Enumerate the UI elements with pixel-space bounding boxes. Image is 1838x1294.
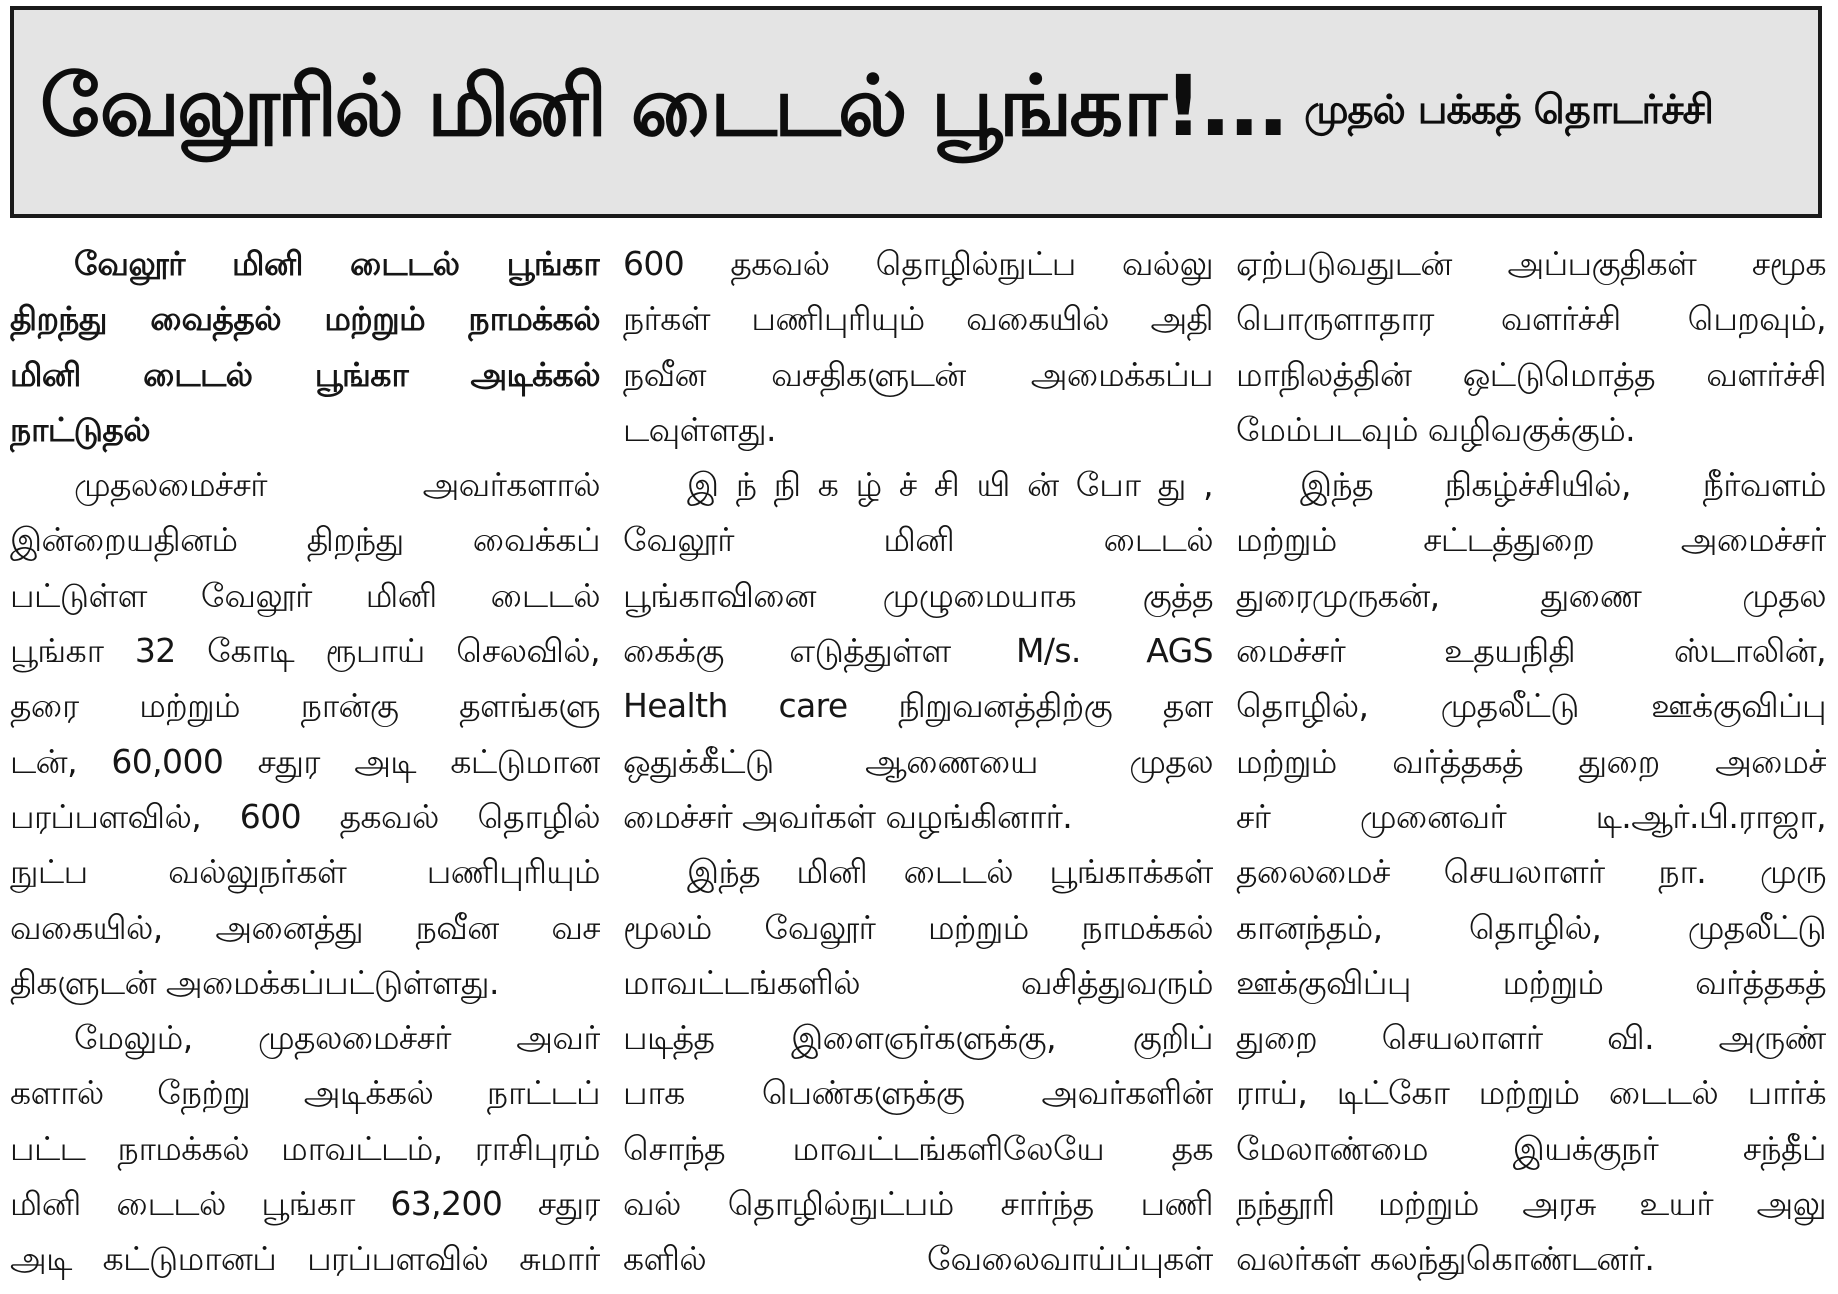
article-subheading-line: மினி டைடல் பூங்கா அடிக்கல் xyxy=(10,354,600,394)
article-text-line: சொந்த மாவட்டங்களிலேயே தக xyxy=(623,1128,1213,1168)
article-text-line: நந்தூரி மற்றும் அரசு உயர் அலு xyxy=(1236,1184,1826,1224)
article-text-line: மேம்படவும் வழிவகுக்கும். xyxy=(1236,409,1636,449)
article-text-line: சர் முனைவர் டி.ஆர்.பி.ராஜா, xyxy=(1236,796,1826,836)
article-text-line: மூலம் வேலூர் மற்றும் நாமக்கல் xyxy=(623,907,1213,947)
article-text-line: நர்கள் பணிபுரியும் வகையில் அதி xyxy=(623,299,1213,339)
article-text-line: ஒதுக்கீட்டு ஆணையை முதல xyxy=(623,741,1213,781)
article-text-line: மேலும், முதலமைச்சர் அவர் xyxy=(74,1018,600,1058)
article-column-1 xyxy=(10,236,600,1294)
article-text-line: பட்ட நாமக்கல் மாவட்டம், ராசிபுரம் xyxy=(10,1128,600,1168)
article-text-line: பொருளாதார வளர்ச்சி பெறவும், xyxy=(1236,299,1826,339)
article-body xyxy=(10,236,1826,1294)
article-text-line: வகையில், அனைத்து நவீன வச xyxy=(10,907,600,947)
article-text-line: Health care நிறுவனத்திற்கு தள xyxy=(623,686,1213,726)
article-text-line: தொழில், முதலீட்டு ஊக்குவிப்பு xyxy=(1236,686,1826,726)
article-text-line: அடி கட்டுமானப் பரப்பளவில் சுமார் xyxy=(10,1239,600,1279)
article-text-line: பூங்கா 32 கோடி ரூபாய் செலவில், xyxy=(10,631,600,671)
article-text-line: மேலாண்மை இயக்குநர் சந்தீப் xyxy=(1236,1128,1826,1168)
article-text-line: மாவட்டங்களில் வசித்துவரும் xyxy=(623,962,1213,1002)
article-text-line: மைச்சர் அவர்கள் வழங்கினார். xyxy=(623,796,1073,836)
article-text-line: களால் நேற்று அடிக்கல் நாட்டப் xyxy=(10,1073,600,1113)
article-text-line: ராய், டிட்கோ மற்றும் டைடல் பார்க் xyxy=(1236,1073,1826,1113)
article-text-line: நுட்ப வல்லுநர்கள் பணிபுரியும் xyxy=(10,852,600,892)
article-text-line: டவுள்ளது. xyxy=(623,409,776,449)
article-text-line: கானந்தம், தொழில், முதலீட்டு xyxy=(1236,907,1826,947)
article-subheading-line: வேலூர் மினி டைடல் பூங்கா xyxy=(74,244,600,283)
article-text-line: பட்டுள்ள வேலூர் மினி டைடல் xyxy=(10,575,600,615)
headline-banner xyxy=(10,6,1822,218)
article-text-line: தரை மற்றும் நான்கு தளங்களு xyxy=(10,686,600,726)
article-text-line: 600 தகவல் தொழில்நுட்ப வல்லு xyxy=(623,244,1213,283)
headline-title: வேலூரில் மினி டைடல் பூங்கா!... xyxy=(40,57,1287,155)
article-text-line: வல் தொழில்நுட்பம் சார்ந்த பணி xyxy=(623,1184,1213,1224)
article-text-line: இ ந் நி க ழ் ச் சி யி ன் போ து , xyxy=(687,465,1213,505)
article-text-line: துரைமுருகன், துணை முதல xyxy=(1236,575,1826,615)
article-text-line: துறை செயலாளர் வி. அருண் xyxy=(1236,1018,1826,1058)
article-text-line: இந்த மினி டைடல் பூங்காக்கள் xyxy=(687,852,1213,892)
article-text-line: மினி டைடல் பூங்கா 63,200 சதுர xyxy=(10,1184,600,1224)
article-subheading-line: திறந்து வைத்தல் மற்றும் நாமக்கல் xyxy=(10,299,600,339)
article-text-line: படித்த இளைஞர்களுக்கு, குறிப் xyxy=(623,1018,1213,1058)
article-text-line: வேலூர் மினி டைடல் xyxy=(623,520,1213,560)
article-text-line: பூங்காவினை முழுமையாக குத்த xyxy=(623,575,1213,615)
article-text-line: திகளுடன் அமைக்கப்பட்டுள்ளது. xyxy=(10,962,499,1002)
article-text-line: வலர்கள் கலந்துகொண்டனர். xyxy=(1236,1239,1655,1279)
article-text-line: களில் வேலைவாய்ப்புகள் xyxy=(623,1239,1213,1279)
headline-continuation-label: முதல் பக்கத் தொடர்ச்சி xyxy=(1304,86,1713,133)
article-text-line: பாக பெண்களுக்கு அவர்களின் xyxy=(623,1073,1213,1113)
article-text-line: மற்றும் சட்டத்துறை அமைச்சர் xyxy=(1236,520,1826,560)
article-text-line: முதலமைச்சர் அவர்களால் xyxy=(74,465,600,505)
article-text-line: ஊக்குவிப்பு மற்றும் வர்த்தகத் xyxy=(1236,962,1826,1002)
article-text-line: ஏற்படுவதுடன் அப்பகுதிகள் சமூக xyxy=(1236,244,1826,283)
article-text-line: நவீன வசதிகளுடன் அமைக்கப்ப xyxy=(623,354,1213,394)
article-text-line: டன், 60,000 சதுர அடி கட்டுமான xyxy=(10,741,600,781)
article-subheading-line: நாட்டுதல் xyxy=(10,409,151,449)
article-text-line: கைக்கு எடுத்துள்ள M/s. AGS xyxy=(623,631,1213,671)
article-text-line: மற்றும் வர்த்தகத் துறை அமைச் xyxy=(1236,741,1826,781)
article-text-line: இன்றையதினம் திறந்து வைக்கப் xyxy=(10,520,600,560)
article-text-line: தலைமைச் செயலாளர் நா. முரு xyxy=(1236,852,1826,892)
article-text-line: மைச்சர் உதயநிதி ஸ்டாலின், xyxy=(1236,631,1826,671)
article-text-line: பரப்பளவில், 600 தகவல் தொழில் xyxy=(10,796,600,836)
article-text-line: இந்த நிகழ்ச்சியில், நீர்வளம் xyxy=(1300,465,1826,505)
article-text-line: மாநிலத்தின் ஒட்டுமொத்த வளர்ச்சி xyxy=(1236,354,1826,394)
article-column-3 xyxy=(1236,236,1826,1294)
article-column-2 xyxy=(623,236,1213,1294)
